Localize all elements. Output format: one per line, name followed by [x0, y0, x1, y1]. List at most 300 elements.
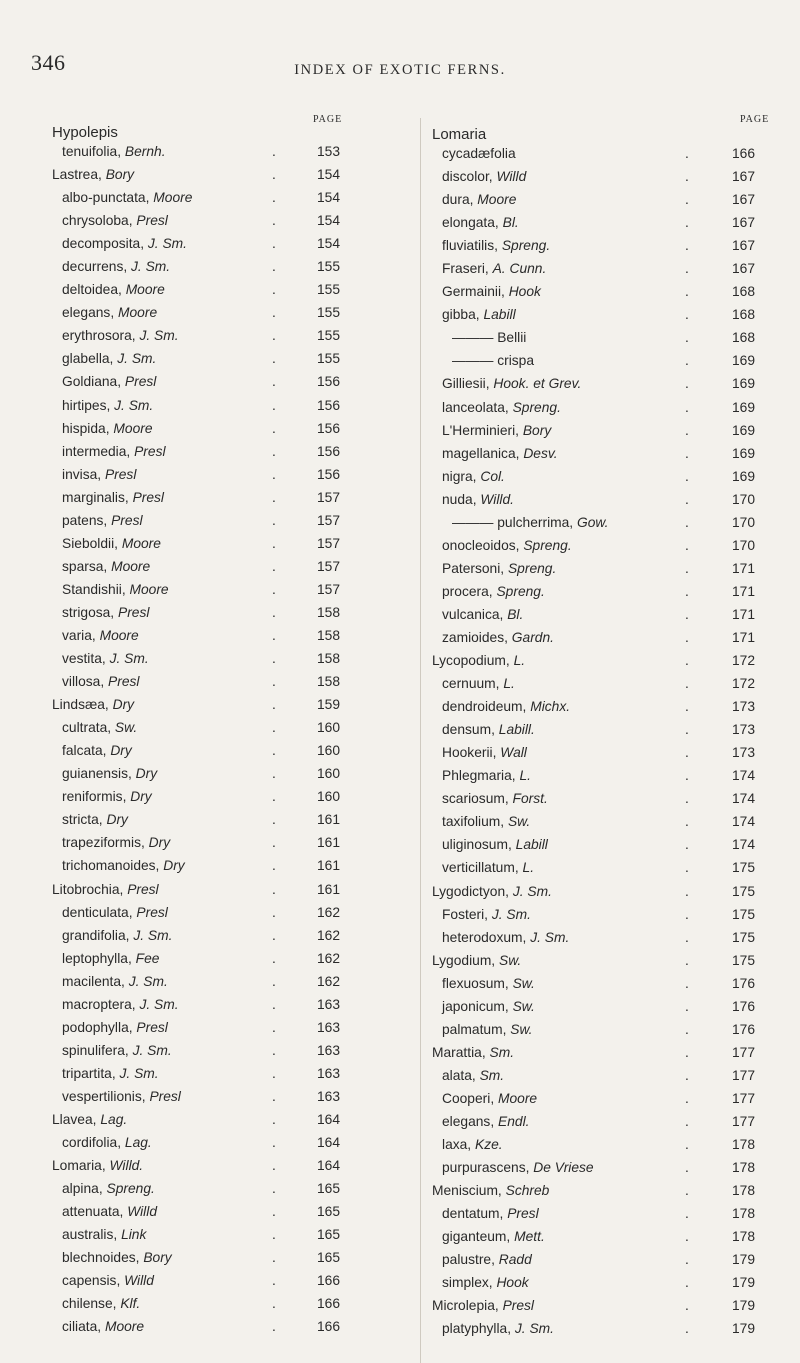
authority: Presl [502, 1298, 534, 1314]
page-ref: 156 [317, 443, 341, 459]
index-entry [432, 142, 775, 165]
index-entry [432, 1087, 775, 1110]
leader-dots: . [272, 512, 278, 528]
index-entry [432, 396, 775, 419]
taxon-name: intermedia, [62, 443, 131, 459]
index-entry [432, 488, 775, 511]
page-ref: 167 [732, 215, 756, 231]
entry-name [62, 1039, 172, 1062]
index-entry [432, 1248, 775, 1271]
authority: Desv. [523, 445, 558, 461]
leader-dots: . [685, 606, 691, 622]
authority: J. Sm. [514, 1321, 554, 1337]
entry-name [442, 833, 548, 856]
authority: Willd [496, 169, 527, 185]
authority: Moore [104, 1319, 145, 1335]
authority: Michx. [530, 699, 571, 715]
taxon-name: ciliata, [62, 1319, 102, 1335]
authority: Hook [508, 284, 541, 300]
page-ref: 169 [732, 445, 756, 461]
page-ref: 173 [732, 722, 756, 738]
leader-dots: . [272, 259, 278, 275]
taxon-name: tenuifolia, [62, 144, 122, 159]
authority: Willd. [109, 1158, 144, 1174]
page-ref: 157 [317, 489, 341, 505]
taxon-name: vespertilionis, [62, 1088, 146, 1104]
genus-heading: Hypolepis [52, 124, 118, 141]
page-ref: 174 [732, 837, 756, 853]
taxon-name: Hookerii, [442, 745, 497, 761]
index-entry [432, 949, 775, 972]
taxon-name: Lomaria, [52, 1158, 106, 1174]
leader-dots: . [685, 583, 691, 599]
index-entry [432, 1202, 775, 1225]
page-ref: 169 [732, 422, 756, 438]
leader-dots: . [272, 558, 278, 574]
taxon-name: spinulifera, [62, 1042, 129, 1058]
taxon-name: verticillatum, [442, 860, 519, 876]
authority: J. Sm. [114, 397, 154, 413]
leader-dots: . [272, 374, 278, 390]
page-ref: 157 [317, 558, 341, 574]
taxon-name: flexuosum, [442, 975, 509, 991]
index-entry [432, 326, 775, 349]
leader-dots: . [685, 699, 691, 715]
leader-dots: . [685, 376, 691, 392]
leader-dots: . [272, 420, 278, 436]
entry-name [62, 186, 192, 209]
taxon-name: cultrata, [62, 720, 112, 736]
taxon-name: simplex, [442, 1275, 493, 1291]
leader-dots: . [272, 305, 278, 321]
leader-dots: . [685, 975, 691, 991]
index-entry [52, 1154, 422, 1177]
entry-name [442, 1156, 594, 1179]
index-entry [432, 372, 775, 395]
page-ref: 165 [317, 1250, 341, 1266]
leader-dots: . [685, 399, 691, 415]
leader-dots: . [272, 351, 278, 367]
leader-dots: . [685, 1137, 691, 1153]
index-entry [52, 901, 422, 924]
taxon-name: vestita, [62, 651, 106, 667]
page-ref: 168 [732, 307, 756, 323]
entry-name [52, 163, 134, 186]
index-entry [52, 924, 422, 947]
leader-dots: . [272, 581, 278, 597]
index-entry [52, 463, 422, 486]
entry-name [442, 396, 561, 419]
leader-dots: . [272, 835, 278, 851]
leader-dots: . [272, 927, 278, 943]
page-ref: 157 [317, 535, 341, 551]
entry-name [62, 555, 150, 578]
entry-name [62, 324, 179, 347]
taxon-name: nuda, [442, 491, 477, 507]
leader-dots: . [685, 768, 691, 784]
authority: Sm. [489, 1044, 515, 1060]
leader-dots: . [685, 952, 691, 968]
authority: J. Sm. [132, 1042, 172, 1058]
leader-dots: . [272, 674, 278, 690]
page-ref: 161 [317, 835, 341, 851]
page-ref: 157 [317, 581, 341, 597]
page-ref: 162 [317, 973, 341, 989]
taxon-name: dendroideum, [442, 699, 527, 715]
page-ref: 163 [317, 996, 341, 1012]
authority: Sw. [512, 998, 535, 1014]
authority: J. Sm. [147, 236, 187, 252]
entry-name [442, 303, 516, 326]
index-entry [52, 440, 422, 463]
entry-name [62, 647, 149, 670]
page-ref: 155 [317, 351, 341, 367]
authority: Moore [99, 627, 139, 643]
leader-dots: . [272, 743, 278, 759]
page-ref: 161 [317, 858, 341, 874]
index-entry [432, 303, 775, 326]
authority: Bory [522, 422, 552, 438]
page-ref: 175 [732, 860, 756, 876]
page-ref: 163 [317, 1019, 341, 1035]
index-entry [52, 394, 422, 417]
authority: Spreng. [496, 583, 545, 599]
entry-name [442, 995, 535, 1018]
taxon-name: L'Herminieri, [442, 422, 520, 438]
authority: Presl [108, 674, 140, 690]
index-entry [52, 347, 422, 370]
leader-dots: . [272, 535, 278, 551]
index-entry [52, 601, 422, 624]
authority: Dry [106, 812, 128, 828]
taxon-name: Phlegmaria, [442, 768, 516, 784]
taxon-name: varia, [62, 627, 96, 643]
authority: Col. [480, 468, 505, 484]
page-ref: 154 [317, 213, 341, 229]
taxon-name: Standishii, [62, 581, 126, 597]
page-ref: 157 [317, 512, 341, 528]
authority: Hook. et Grev. [493, 376, 582, 392]
leader-dots: . [685, 284, 691, 300]
leader-dots: . [685, 261, 691, 277]
page-ref: 170 [732, 537, 756, 553]
index-entry [52, 209, 422, 232]
leader-dots: . [272, 950, 278, 966]
leader-dots: . [685, 791, 691, 807]
entry-name [62, 624, 139, 647]
page-ref: 171 [732, 629, 756, 645]
entry-name [62, 947, 159, 970]
page-ref: 178 [732, 1183, 756, 1199]
page-number: 346 [31, 50, 66, 75]
leader-dots: . [685, 860, 691, 876]
index-entry [432, 856, 775, 879]
taxon-name: gibba, [442, 307, 480, 323]
leader-dots: . [685, 1021, 691, 1037]
leader-dots: . [272, 996, 278, 1012]
index-entry [52, 831, 422, 854]
entry-name [62, 808, 128, 831]
authority: Dry [110, 743, 132, 759]
index-entry [52, 1269, 422, 1292]
page-ref: 161 [317, 812, 341, 828]
taxon-name: alpina, [62, 1181, 103, 1197]
entry-name [442, 810, 530, 833]
page-ref: 174 [732, 791, 756, 807]
index-entry [52, 1200, 422, 1223]
entry-name [62, 831, 170, 854]
entry-name [62, 993, 179, 1016]
taxon-name: guianensis, [62, 766, 132, 782]
taxon-name: palmatum, [442, 1021, 507, 1037]
entry-name [62, 347, 156, 370]
page-ref: 170 [732, 514, 756, 530]
leader-dots: . [272, 651, 278, 667]
entry-name [442, 580, 545, 603]
page-ref: 154 [317, 236, 341, 252]
entry-name [442, 188, 516, 211]
index-entry [52, 878, 422, 901]
page-column-label: PAGE [740, 114, 770, 125]
entry-name [452, 326, 526, 349]
entry-name [62, 901, 168, 924]
authority: Sw. [510, 1021, 533, 1037]
authority: L. [503, 676, 515, 692]
leader-dots: . [685, 445, 691, 461]
entry-name [62, 486, 164, 509]
index-entry [432, 1110, 775, 1133]
index-entry [432, 764, 775, 787]
leader-dots: . [272, 904, 278, 920]
taxon-name: vulcanica, [442, 606, 504, 622]
index-entry [52, 163, 422, 186]
index-entry [432, 718, 775, 741]
authority: Presl [507, 1206, 539, 1222]
authority: Bl. [507, 606, 524, 622]
entry-name [62, 739, 132, 762]
page-ref: 168 [732, 330, 756, 346]
taxon-name: attenuata, [62, 1204, 124, 1220]
index-entry [432, 903, 775, 926]
entry-name [62, 670, 139, 693]
page-ref: 155 [317, 259, 341, 275]
column-header [52, 114, 422, 141]
entry-name [442, 419, 551, 442]
authority: Dry [163, 858, 185, 874]
authority: Moore [118, 305, 158, 321]
entry-name [52, 878, 159, 901]
entry-name [62, 301, 157, 324]
index-entry [52, 993, 422, 1016]
taxon-name: trapeziformis, [62, 835, 145, 851]
authority: Presl [127, 881, 159, 897]
authority: Presl [134, 443, 166, 459]
entry-name [62, 394, 153, 417]
entry-name [62, 854, 185, 877]
page-ref: 178 [732, 1160, 756, 1176]
leader-dots: . [685, 998, 691, 1014]
taxon-name: giganteum, [442, 1229, 511, 1245]
page-ref: 166 [732, 146, 756, 161]
leader-dots: . [685, 929, 691, 945]
leader-dots: . [272, 1181, 278, 1197]
taxon-name: cycadæfolia [442, 146, 516, 161]
page-ref: 166 [317, 1273, 341, 1289]
index-entry [432, 534, 775, 557]
entry-name [62, 278, 165, 301]
page-ref: 158 [317, 674, 341, 690]
index-entry [432, 442, 775, 465]
authority: J. Sm. [139, 328, 179, 344]
index-entry [52, 324, 422, 347]
page-ref: 164 [317, 1111, 341, 1127]
taxon-name: discolor, [442, 169, 493, 185]
taxon-name: lanceolata, [442, 399, 509, 415]
entry-name [442, 764, 531, 787]
entry-name [442, 234, 550, 257]
entry-name [442, 1087, 537, 1110]
leader-dots: . [685, 215, 691, 231]
page-ref: 176 [732, 998, 756, 1014]
page-ref: 178 [732, 1206, 756, 1222]
leader-dots: . [272, 1204, 278, 1220]
taxon-name: Cooperi, [442, 1090, 495, 1106]
leader-dots: . [272, 443, 278, 459]
taxon-name: chilense, [62, 1296, 117, 1312]
page-ref: 179 [732, 1321, 756, 1337]
authority: Spreng. [501, 238, 551, 254]
index-entry [52, 739, 422, 762]
entry-name [442, 972, 535, 995]
page-ref: 159 [317, 697, 341, 713]
authority: Bory [105, 167, 135, 183]
leader-dots: . [272, 1135, 278, 1151]
authority: Kze. [475, 1137, 503, 1153]
entry-name [62, 785, 152, 808]
page-ref: 170 [732, 491, 756, 507]
index-entry [52, 716, 422, 739]
page-ref: 172 [732, 676, 756, 692]
page-ref: 160 [317, 766, 341, 782]
taxon-name: elegans, [442, 1113, 495, 1129]
authority: Willd. [480, 491, 514, 507]
entry-name [442, 903, 531, 926]
authority: Labill. [498, 722, 535, 738]
taxon-name: blechnoides, [62, 1250, 140, 1266]
genus-heading: Lomaria [432, 126, 487, 143]
page-ref: 156 [317, 420, 341, 436]
entry-name [442, 165, 526, 188]
authority: Presl [111, 512, 143, 528]
page-ref: 166 [317, 1319, 341, 1335]
index-entry [432, 1041, 775, 1064]
index-entry [432, 672, 775, 695]
authority: Spreng. [106, 1181, 155, 1197]
taxon-name: decurrens, [62, 259, 128, 275]
taxon-name: japonicum, [442, 998, 509, 1014]
index-entry [52, 1177, 422, 1200]
index-entry [52, 1131, 422, 1154]
page-ref: 155 [317, 328, 341, 344]
entry-name [62, 762, 157, 785]
entry-name [442, 603, 523, 626]
page-ref: 163 [317, 1042, 341, 1058]
leader-dots: . [272, 604, 278, 620]
entry-name [442, 741, 527, 764]
page-ref: 156 [317, 374, 341, 390]
authority: J. Sm. [512, 883, 552, 899]
authority: Presl [104, 466, 137, 482]
entry-name [442, 557, 556, 580]
taxon-name: Fosteri, [442, 906, 488, 922]
index-entry [52, 647, 422, 670]
entry-name [62, 578, 169, 601]
index-entry [432, 926, 775, 949]
page-ref: 154 [317, 190, 341, 206]
index-entry [432, 1225, 775, 1248]
taxon-name: stricta, [62, 812, 103, 828]
entry-name [442, 926, 569, 949]
index-entry [432, 1317, 775, 1340]
taxon-name: strigosa, [62, 604, 115, 620]
index-entry [52, 1016, 422, 1039]
leader-dots: . [685, 146, 691, 161]
authority: Klf. [120, 1296, 141, 1312]
page-ref: 172 [732, 653, 756, 669]
taxon-name: fluviatilis, [442, 238, 498, 254]
taxon-name: heterodoxum, [442, 929, 527, 945]
leader-dots: . [685, 1113, 691, 1129]
authority: Sw. [499, 952, 522, 968]
entry-name [62, 532, 161, 555]
index-entry [52, 555, 422, 578]
leader-dots: . [272, 1227, 278, 1243]
index-entry [432, 211, 775, 234]
leader-dots: . [272, 1273, 278, 1289]
page-ref: 169 [732, 399, 756, 415]
authority: Dry [130, 789, 152, 805]
entry-name [432, 1179, 549, 1202]
index-entry-list [52, 140, 422, 1338]
index-entry [52, 1246, 422, 1269]
taxon-name: palustre, [442, 1252, 495, 1268]
leader-dots: . [685, 745, 691, 761]
authority: Moore [121, 535, 161, 551]
leader-dots: . [272, 167, 278, 183]
leader-dots: . [272, 720, 278, 736]
taxon-name: Gilliesii, [442, 376, 490, 392]
index-entry [52, 670, 422, 693]
index-entry [432, 165, 775, 188]
page-ref: 162 [317, 927, 341, 943]
entry-name [62, 140, 166, 163]
index-entry [432, 833, 775, 856]
authority: J. Sm. [139, 996, 179, 1012]
index-entry [432, 349, 775, 372]
authority: Mett. [514, 1229, 545, 1245]
leader-dots: . [685, 722, 691, 738]
leader-dots: . [272, 282, 278, 298]
entry-name [442, 280, 541, 303]
authority: Sw. [512, 975, 535, 991]
leader-dots: . [685, 560, 691, 576]
entry-name [442, 856, 534, 879]
taxon-name: ——— Bellii [452, 330, 527, 346]
taxon-name: Meniscium, [432, 1183, 502, 1199]
index-entry [432, 741, 775, 764]
index-entry [52, 232, 422, 255]
page-ref: 162 [317, 904, 341, 920]
